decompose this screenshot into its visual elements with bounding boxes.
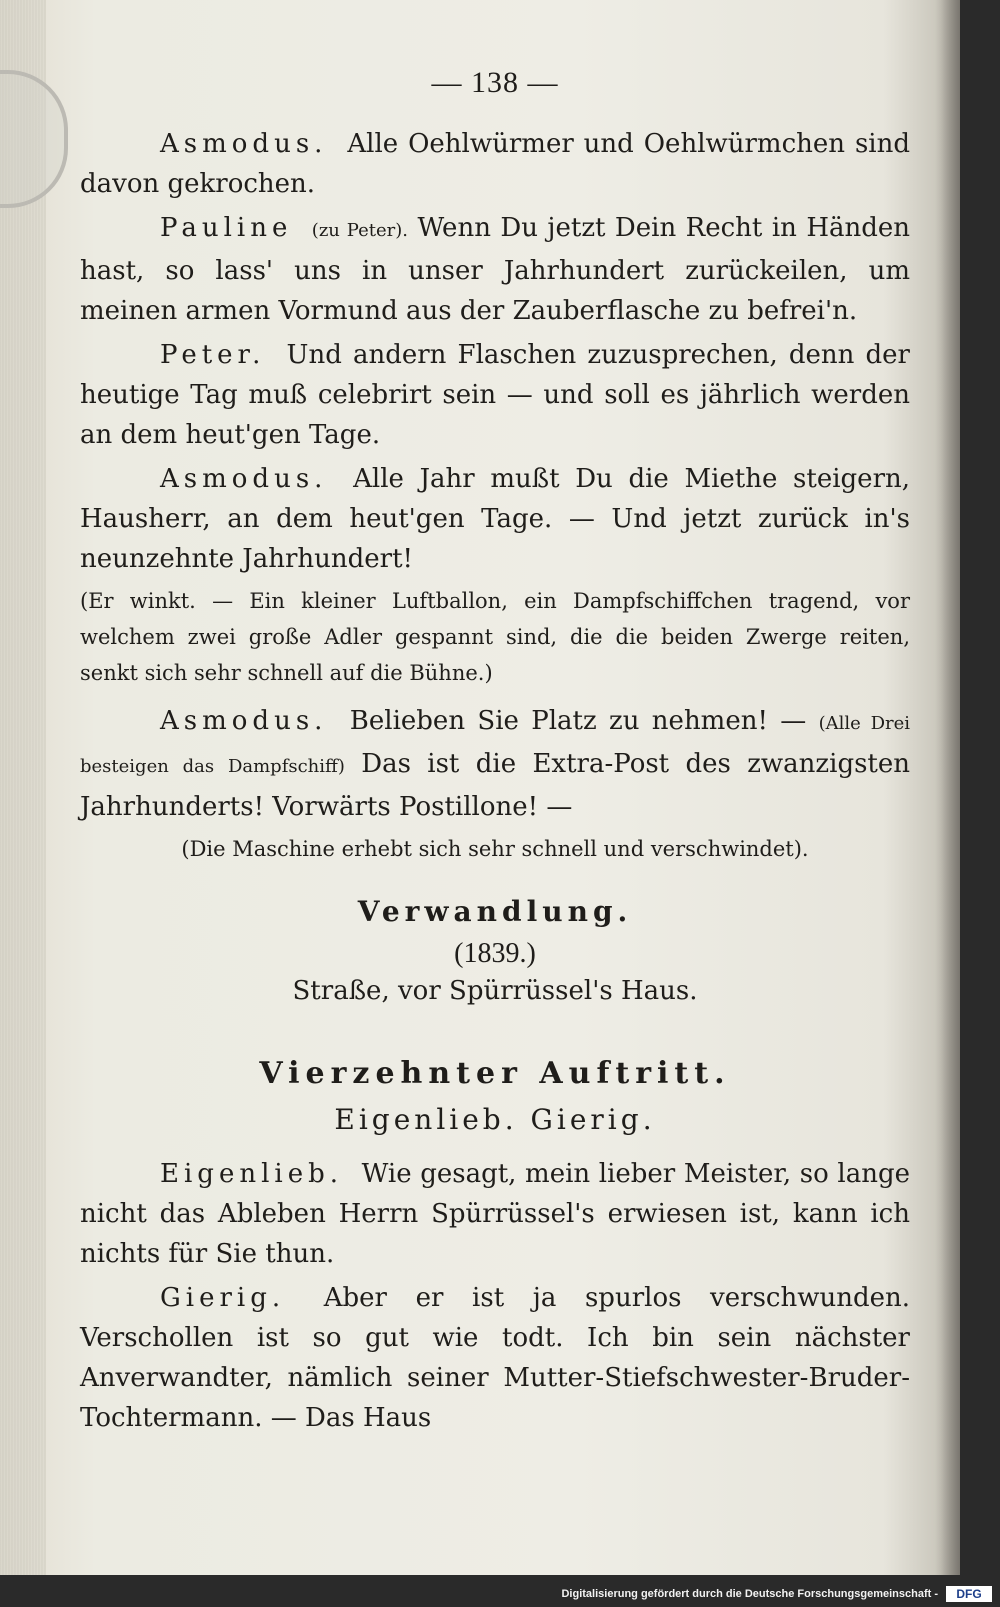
speaker-name: Asmodus.: [160, 129, 328, 159]
dialogue-line: [80, 1154, 910, 1274]
dialogue-line: [80, 459, 910, 579]
page-text: [80, 66, 910, 1442]
dialogue-line: [80, 1278, 910, 1438]
stage-direction: (Die Maschine erhebt sich sehr schnell und verschwindet).: [181, 837, 809, 861]
place-label: Straße, vor Spürrüssel's Haus.: [292, 976, 698, 1006]
stage-aside: (zu Peter).: [311, 220, 408, 241]
persons-list: Eigenlieb. Gierig.: [334, 1103, 656, 1136]
dialogue-line: [80, 208, 910, 331]
speaker-name: Asmodus.: [160, 706, 328, 736]
footer-credit: Digitalisierung gefördert durch die Deutsche Forschungsgemeinschaft -: [561, 1588, 938, 1600]
scene-change-heading: Verwandlung.: [357, 895, 633, 928]
page-number: — 138 —: [431, 66, 559, 99]
speaker-name: Eigenlieb.: [160, 1159, 343, 1189]
line-text: Wie gesagt, mein lieber Meister, so lange nicht das Ableben Herrn Spürrüssel's erwiesen ist, kann ich nichts für Sie thun.: [80, 1159, 911, 1269]
line-text: Das ist die Extra-Post des zwanzigsten Jahrhunderts! Vorwärts Postillone! —: [80, 749, 911, 822]
speaker-name: Peter.: [160, 340, 266, 370]
scene-title: Vierzehnter Auftritt.: [259, 1056, 731, 1091]
stage-aside: (Alle Drei besteigen das Dampfschiff): [80, 713, 911, 777]
dfg-logo: DFG: [946, 1586, 992, 1602]
dialogue-line: [80, 701, 910, 827]
speaker-name: Asmodus.: [160, 464, 328, 494]
line-text: Und andern Flaschen zuzusprechen, denn der heutige Tag muß celebrirt sein — und soll es jährlich werden an dem heut'gen Tage.: [80, 340, 910, 450]
speaker-name: Gierig.: [160, 1283, 286, 1313]
line-text: Alle Oehlwürmer und Oehlwürmchen sind davon gekrochen.: [80, 129, 911, 199]
dialogue-line: [80, 335, 910, 455]
year-label: (1839.): [454, 938, 536, 969]
speaker-name: Pauline: [160, 213, 293, 243]
page-edges: [0, 0, 46, 1575]
dialogue-line: [80, 124, 910, 204]
stage-direction: (Er winkt. — Ein kleiner Luftballon, ein Dampfschiffchen tragend, vor welchem zwei große Adler gespannt sind, die die beiden Zwerge reiten, senkt sich sehr schnell auf die Bühne.): [80, 589, 910, 685]
line-text: Wenn Du jetzt Dein Recht in Händen hast, so lass' uns in unser Jahrhundert zurückeilen, um meinen armen Vormund aus der Zauberflasche zu befrei'n.: [80, 213, 911, 326]
page-shadow: [935, 0, 960, 1575]
line-text: Belieben Sie Platz zu nehmen! —: [349, 706, 807, 736]
line-text: Alle Jahr mußt Du die Miethe steigern, Hausherr, an dem heut'gen Tage. — Und jetzt zurück in's neunzehnte Jahrhundert!: [80, 464, 911, 574]
line-text: Aber er ist ja spurlos verschwunden. Verschollen ist so gut wie todt. Ich bin sein nächster Anverwandter, nämlich seiner Mutter-Stiefschwester-Bruder-Tochtermann. — Das Haus: [80, 1283, 910, 1433]
page-clip: [0, 70, 68, 208]
